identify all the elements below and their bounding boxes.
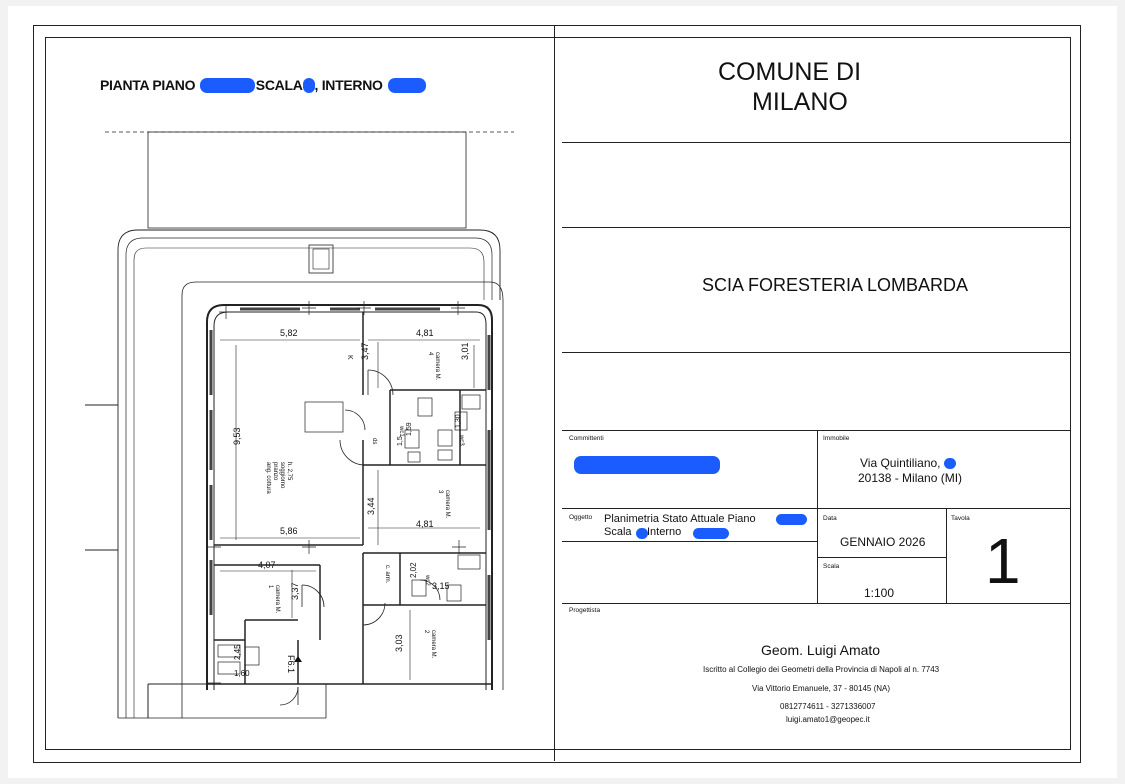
immobile-cell (817, 430, 1070, 509)
apartment-outer-line (182, 282, 503, 718)
room-label: 3 (437, 490, 443, 494)
dim-label: 4,07 (258, 560, 276, 570)
plan-title-scala: SCALA (255, 77, 303, 93)
room-label: camera M. (430, 630, 436, 659)
room-label: F6.1 (286, 655, 296, 674)
room-label: K (346, 355, 353, 360)
redaction-mark (776, 514, 807, 525)
redaction-mark (693, 528, 729, 539)
plan-title-piano: PIANTA PIANO (100, 77, 196, 93)
room-label: camera M. (434, 352, 440, 381)
oggetto-line1: Planimetria Stato Attuale Piano (604, 513, 756, 525)
dim-label: 4,81 (416, 519, 434, 529)
project-title: SCIA FORESTERIA LOMBARDA (702, 275, 969, 295)
room-label: ang. cottura (265, 462, 271, 494)
scala-label: Scala (823, 563, 840, 570)
oggetto-line2a: Scala (604, 526, 632, 538)
dim-label: 3,03 (394, 634, 404, 652)
title-cell-empty1 (562, 142, 1070, 228)
progettista-line1: Iscritto al Collegio dei Geometri della Provincia di Napoli al n. 7743 (703, 665, 940, 674)
room-label: wc3 (458, 435, 464, 446)
data-value: GENNAIO 2026 (840, 535, 926, 549)
progettista-line2: Via Vittorio Emanuele, 37 - 80145 (NA) (752, 684, 891, 693)
room-label: h. 2,75 (286, 462, 292, 481)
tavola-label: Tavola (951, 515, 970, 522)
room-label: 1 (267, 585, 273, 589)
room-label: ds (371, 438, 377, 445)
committenti-redacted (574, 456, 720, 474)
comune-line2: MILANO (752, 88, 848, 116)
immobile-label: Immobile (823, 435, 850, 442)
plan-title-interno: , INTERNO (314, 77, 383, 93)
dim-label: 3,47 (360, 342, 370, 360)
progettista-label: Progettista (569, 607, 601, 614)
dim-label: 3,15 (432, 581, 450, 591)
dim-label: 1,5 (397, 436, 404, 446)
immobile-line1: Via Quintiliano, (860, 456, 941, 470)
dim-label: 5,86 (280, 526, 298, 536)
room-label: soggiorno (279, 462, 285, 489)
progettista-phone: 0812774611 - 3271336007 (780, 702, 876, 711)
oggetto-label: Oggetto (569, 514, 593, 521)
dim-label: 5,82 (280, 328, 298, 338)
committenti-label: Committenti (569, 435, 604, 442)
title-cell-empty2 (562, 352, 1070, 431)
progettista-email[interactable]: luigi.amato1@geopec.it (786, 715, 870, 724)
room-label: c. arm. (384, 565, 390, 584)
dim-label: 3,44 (366, 497, 376, 515)
redaction-mark (944, 458, 956, 469)
room-label: camera M. (444, 490, 450, 519)
dim-label: 1,60 (234, 669, 250, 678)
dim-label: 1,30 (455, 414, 462, 428)
dim-label: 1,59 (406, 422, 413, 436)
dim-label: 9,53 (232, 427, 242, 445)
room-label: wc2 (424, 575, 430, 586)
dim-label: 2,02 (409, 562, 418, 578)
oggetto-line2b: Interno (647, 526, 682, 538)
courtyard-outline (148, 132, 466, 228)
room-label: pranzo (272, 462, 278, 481)
data-label: Data (823, 515, 837, 522)
room-label: 2 (423, 630, 429, 634)
comune-line1: COMUNE DI (718, 58, 862, 86)
immobile-line2: 20138 - Milano (MI) (858, 471, 963, 485)
room-label: camera M. (274, 585, 280, 614)
scala-value: 1:100 (864, 586, 895, 600)
floor-plan (0, 0, 560, 784)
dim-label: 3,01 (460, 342, 470, 360)
dim-label: 4,81 (416, 328, 434, 338)
dim-label: 3,37 (290, 582, 300, 600)
progettista-name: Geom. Luigi Amato (761, 642, 881, 658)
room-label: 4 (427, 352, 433, 356)
room-label: wc1 (398, 426, 404, 437)
tavola-value: 1 (985, 525, 1021, 597)
dim-label: 2,45 (233, 644, 242, 660)
